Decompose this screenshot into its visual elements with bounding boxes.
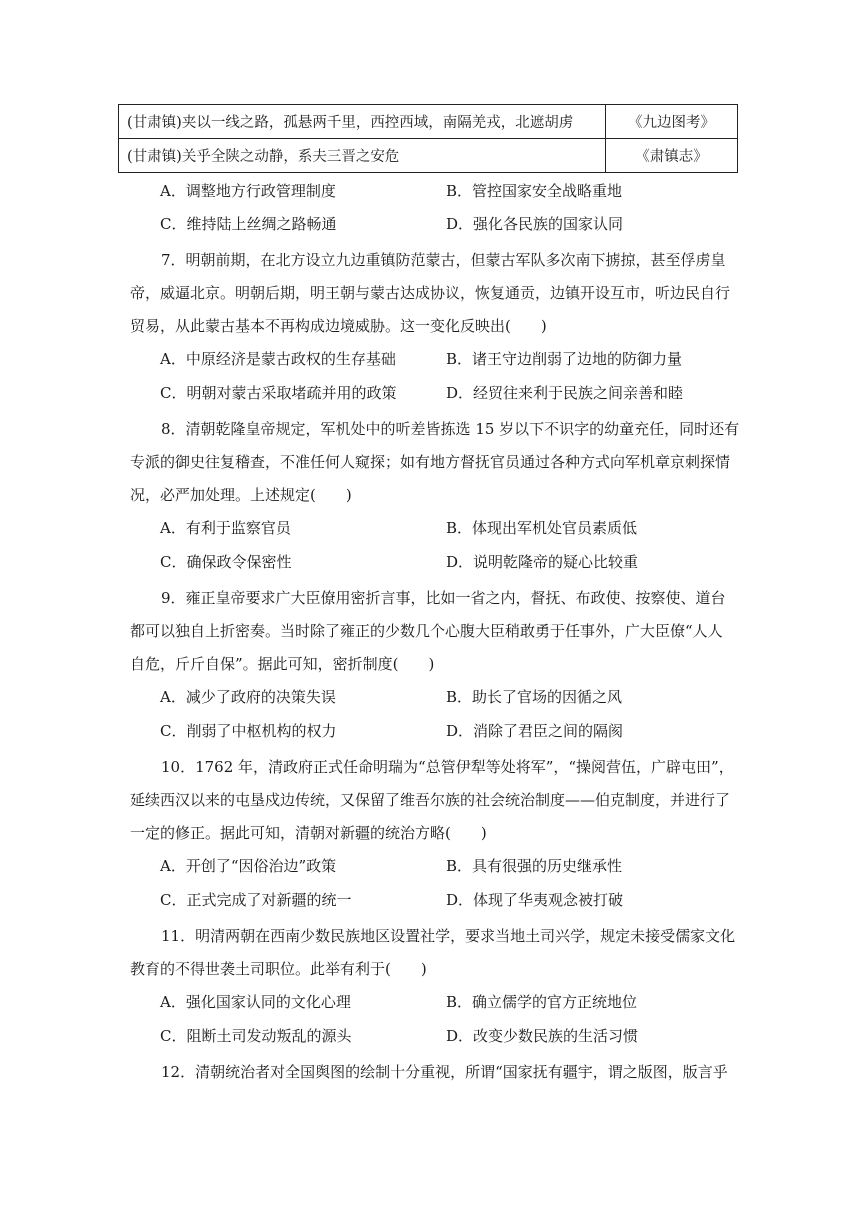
q11-option-c: C．阻断土司发动叛乱的源头 <box>160 1027 352 1045</box>
stem-line: 都可以独自上折密奏。当时除了雍正的少数几个心腹大臣稍敢勇于任事外，广大臣僚“人人 <box>130 622 723 640</box>
stem-line: 况，必严加处理。上述规定( ) <box>130 486 352 504</box>
q9-option-d: D．消除了君臣之间的隔阂 <box>446 722 624 740</box>
table-row <box>119 139 738 173</box>
question-11-stem <box>130 920 740 986</box>
stem-line: 教育的不得世袭土司职位。此举有利于( ) <box>130 960 427 978</box>
q11-option-d: D．改变少数民族的生活习惯 <box>446 1027 639 1045</box>
question-12-stem <box>130 1056 740 1089</box>
stem-line: 延续西汉以来的屯垦戍边传统，又保留了维吾尔族的社会统治制度——伯克制度，并进行了 <box>130 791 731 809</box>
q10-option-b: B．具有很强的历史继承性 <box>446 857 623 875</box>
stem-line: 9．雍正皇帝要求广大臣僚用密折言事，比如一省之内，督抚、布政使、按察使、道台 <box>161 589 726 607</box>
stem-line: 贸易，从此蒙古基本不再构成边境威胁。这一变化反映出( ) <box>130 317 547 335</box>
q7-option-d: D．经贸往来利于民族之间亲善和睦 <box>446 384 684 402</box>
q8-option-d: D．说明乾隆帝的疑心比较重 <box>446 553 639 571</box>
stem-line: 11．明清两朝在西南少数民族地区设置社学，要求当地土司兴学，规定未接受儒家文化 <box>161 927 736 945</box>
table-row <box>119 105 738 139</box>
question-9-stem <box>130 582 740 681</box>
source-table <box>118 104 738 173</box>
table-source-cell: 《肃镇志》 <box>606 139 738 173</box>
table-source-cell: 《九边图考》 <box>606 105 738 139</box>
q6-option-b: B．管控国家安全战略重地 <box>446 182 623 200</box>
question-7-stem <box>130 244 740 343</box>
q10-option-d: D．体现了华夷观念被打破 <box>446 891 624 909</box>
stem-line: 8．清朝乾隆皇帝规定，军机处中的听差皆拣选 15 岁以下不识字的幼童充任，同时还有 <box>161 420 740 438</box>
stem-line: 自危，斤斤自保”。据此可知，密折制度( ) <box>130 655 435 673</box>
stem-line: 7．明朝前期，在北方设立九边重镇防范蒙古，但蒙古军队多次南下掳掠，甚至俘虏皇 <box>161 251 726 269</box>
stem-line: 帝，威逼北京。明朝后期，明王朝与蒙古达成协议，恢复通贡，边镇开设互市，听边民自行 <box>130 284 731 302</box>
question-8-stem <box>130 413 740 512</box>
stem-line: 一定的修正。据此可知，清朝对新疆的统治方略( ) <box>130 824 487 842</box>
q9-option-a: A．减少了政府的决策失误 <box>160 688 336 706</box>
q11-option-a: A．强化国家认同的文化心理 <box>160 993 351 1011</box>
q6-option-d: D．强化各民族的国家认同 <box>446 215 624 233</box>
q10-option-c: C．正式完成了对新疆的统一 <box>160 891 352 909</box>
q11-option-b: B．确立儒学的官方正统地位 <box>446 993 638 1011</box>
q8-option-c: C．确保政令保密性 <box>160 553 292 571</box>
table-quote-cell: (甘肃镇)关乎全陕之动静，系夫三晋之安危 <box>119 139 606 173</box>
q8-option-b: B．体现出军机处官员素质低 <box>446 519 638 537</box>
stem-line: 专派的御史往复稽查，不准任何人窥探；如有地方督抚官员通过各种方式向军机章京刺探情 <box>130 453 731 471</box>
q7-option-b: B．诸王守边削弱了边地的防御力量 <box>446 350 683 368</box>
q7-option-c: C．明朝对蒙古采取堵疏并用的政策 <box>160 384 397 402</box>
q6-option-c: C．维持陆上丝绸之路畅通 <box>160 215 337 233</box>
stem-line: 12．清朝统治者对全国舆图的绘制十分重视，所谓“国家抚有疆宇，谓之版图，版言乎 <box>161 1063 728 1081</box>
stem-line: 10．1762 年，清政府正式任命明瑞为“总管伊犁等处将军”，“操阅营伍，广辟屯田”， <box>161 758 734 776</box>
q6-option-a: A．调整地方行政管理制度 <box>160 182 336 200</box>
q10-option-a: A．开创了“因俗治边”政策 <box>160 857 337 875</box>
q9-option-b: B．助长了官场的因循之风 <box>446 688 623 706</box>
q7-option-a: A．中原经济是蒙古政权的生存基础 <box>160 350 396 368</box>
q8-option-a: A．有利于监察官员 <box>160 519 291 537</box>
question-10-stem <box>130 751 740 850</box>
table-quote-cell: (甘肃镇)夹以一线之路，孤悬两千里，西控西域，南隔羌戎，北遮胡虏 <box>119 105 606 139</box>
q9-option-c: C．削弱了中枢机构的权力 <box>160 722 337 740</box>
